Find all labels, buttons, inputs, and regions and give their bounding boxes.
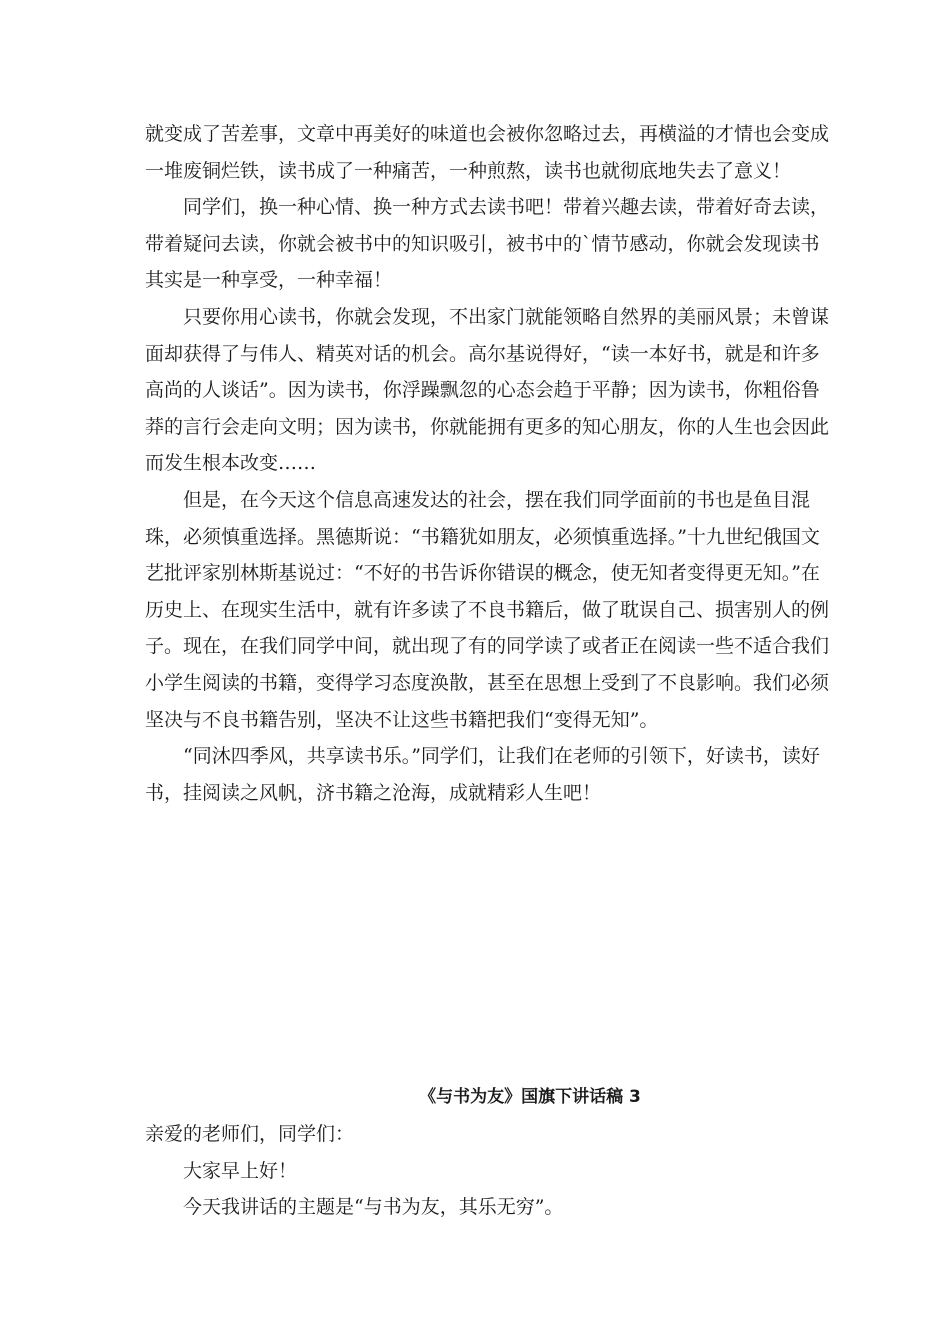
speech-3-body — [145, 1116, 835, 1226]
speech-body-continued — [145, 116, 835, 811]
topic-statement: 今天我讲话的主题是“与书为友，其乐无穷”。 — [183, 1196, 564, 1219]
salutation: 亲爱的老师们，同学们： — [145, 1123, 355, 1145]
paragraph-2: 同学们，换一种心情、换一种方式去读书吧！带着兴趣去读，带着好奇去读，带着疑问去读，你就会被书中的知识吸引，被书中的`情节感动，你就会发现读书其实是一种享受，一种幸福！ — [145, 196, 830, 292]
greeting: 大家早上好！ — [183, 1159, 298, 1182]
paragraph-5: “同沐四季风，共享读书乐。”同学们，让我们在老师的引领下，好读书，读好书，挂阅读之风帆，济书籍之沧海，成就精彩人生吧！ — [145, 745, 820, 804]
paragraph-4: 但是，在今天这个信息高速发达的社会，摆在我们同学面前的书也是鱼目混珠，必须慎重选择。黑德斯说：“书籍犹如朋友，必须慎重选择。”十九世纪俄国文艺批评家别林斯基说过：“不好的书告诉你错误的概念，使无知者变得更无知。”在历史上、在现实生活中，就有许多读了不良书籍后，做了耽误自己、损害别人的例子。现在，在我们同学中间，就出现了有的同学读了或者正在阅读一些不适合我们小学生阅读的书籍，变得学习态度涣散，甚至在思想上受到了不良影响。我们必须坚决与不良书籍告别，坚决不让这些书籍把我们“变得无知”。 — [145, 488, 830, 731]
paragraph-3: 只要你用心读书，你就会发现，不出家门就能领略自然界的美丽风景；未曾谋面却获得了与伟人、精英对话的机会。高尔基说得好，“读一本好书，就是和许多高尚的人谈话”。因为读书，你浮躁飘忽的心态会趋于平静；因为读书，你粗俗鲁莽的言行会走向文明；因为读书，你就能拥有更多的知心朋友，你的人生也会因此而发生根本改变…… — [145, 305, 830, 475]
paragraph-1: 就变成了苦差事，文章中再美好的味道也会被你忽略过去，再横溢的才情也会变成一堆废铜烂铁，读书成了一种痛苦，一种煎熬，读书也就彻底地失去了意义！ — [145, 123, 830, 182]
section-title: 《与书为友》国旗下讲话稿 3 — [419, 1087, 641, 1107]
